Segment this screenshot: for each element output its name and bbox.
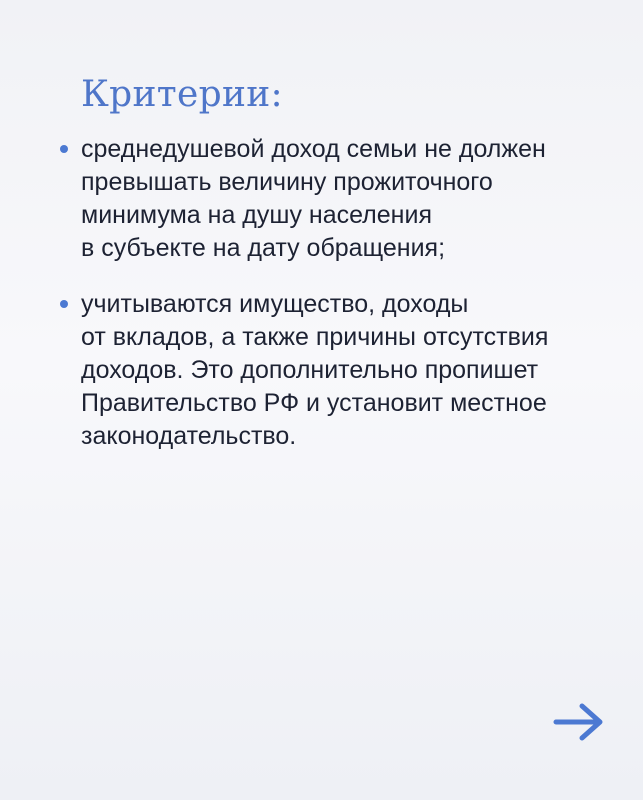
criteria-list — [58, 133, 618, 476]
list-item — [58, 133, 618, 265]
list-item — [58, 288, 618, 453]
next-slide-button[interactable] — [553, 701, 605, 743]
slide-title: Критерии: — [81, 74, 283, 115]
bullet-icon — [60, 300, 68, 308]
bullet-icon — [60, 145, 68, 153]
list-item-text: учитываются имущество, доходы от вкладов, а также причины отсутствия доходов. Это дополнительно пропишет Правительство РФ и установит местное законодательство. — [81, 290, 549, 450]
arrow-right-icon — [553, 701, 605, 743]
list-item-text: среднедушевой доход семьи не должен превышать величину прожиточного минимума на душу населения в субъекте на дату обращения; — [81, 135, 546, 262]
